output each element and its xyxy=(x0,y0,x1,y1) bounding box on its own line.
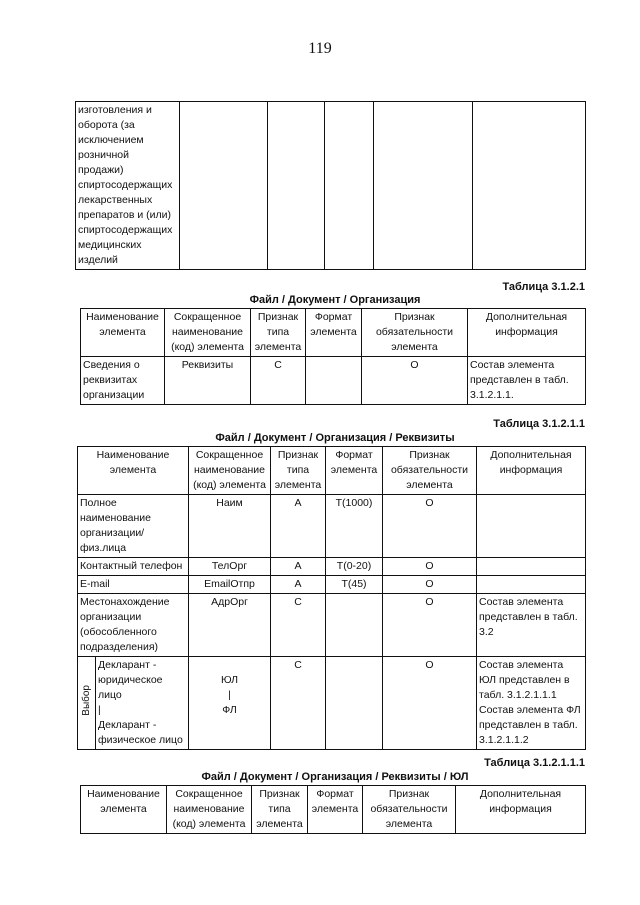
cell-format: T(0-20) xyxy=(326,558,383,576)
header-name: Наименование элемента xyxy=(81,309,165,357)
cell-code: Реквизиты xyxy=(165,357,251,405)
table-row xyxy=(78,495,586,558)
cell-code: АдрОрг xyxy=(189,594,271,657)
table-label: Таблица 3.1.2.1 xyxy=(502,281,585,293)
cell-info: Состав элемента представлен в табл. 3.1.2.1.1. xyxy=(468,357,586,405)
cell-type: А xyxy=(271,576,326,594)
table-label: Таблица 3.1.2.1.1.1 xyxy=(484,757,585,769)
cell-type: С xyxy=(271,594,326,657)
table-label: Таблица 3.1.2.1.1 xyxy=(493,418,585,430)
organization-table xyxy=(80,308,586,405)
cell-format xyxy=(306,357,362,405)
table-row xyxy=(78,558,586,576)
cell-required: О xyxy=(383,558,477,576)
table-header-row xyxy=(78,447,586,495)
header-info: Дополнительная информация xyxy=(468,309,586,357)
header-name: Наименование элемента xyxy=(78,447,189,495)
table-header-row xyxy=(81,309,586,357)
choice-name-top: Декларант - юридическое лицо xyxy=(98,659,163,701)
choice-separator: | xyxy=(98,704,101,716)
table-row xyxy=(76,102,586,270)
header-info: Дополнительная информация xyxy=(477,447,586,495)
cell-format xyxy=(326,594,383,657)
cell-name: Полное наименование организации/ физ.лица xyxy=(78,495,189,558)
header-code: Сокращенное наименование (код) элемента xyxy=(189,447,271,495)
table-title: Файл / Документ / Организация / Реквизиты / ЮЛ xyxy=(201,771,469,783)
cell-info: Состав элемента ЮЛ представлен в табл. 3.1.2.1.1.1 Состав элемента ФЛ представлен в табл. 3.1.2.1.1.2 xyxy=(477,657,586,750)
cell-name: Сведения о реквизитах организации xyxy=(81,357,165,405)
header-format: Формат элемента xyxy=(306,309,362,357)
choice-label: Выбор xyxy=(81,685,92,716)
header-required: Признак обязательности элемента xyxy=(363,786,456,834)
header-format: Формат элемента xyxy=(308,786,363,834)
cell-name: Контактный телефон xyxy=(78,558,189,576)
cell-required: О xyxy=(362,357,468,405)
header-name: Наименование элемента xyxy=(81,786,167,834)
cell-type: А xyxy=(271,558,326,576)
choice-code-bottom: ФЛ xyxy=(222,704,237,716)
legal-entity-table xyxy=(80,785,586,834)
table-title: Файл / Документ / Организация xyxy=(249,294,421,306)
cell-required: О xyxy=(383,576,477,594)
header-required: Признак обязательности элемента xyxy=(362,309,468,357)
choice-code-top: ЮЛ xyxy=(220,674,239,686)
cell-required: О xyxy=(383,657,477,750)
cell-code: EmailОтпр xyxy=(189,576,271,594)
header-code: Сокращенное наименование (код) элемента xyxy=(167,786,252,834)
table-row xyxy=(78,576,586,594)
cell-format: T(45) xyxy=(326,576,383,594)
cell-code xyxy=(189,657,271,750)
header-code: Сокращенное наименование (код) элемента xyxy=(165,309,251,357)
table-row xyxy=(81,357,586,405)
header-type: Признак типа элемента xyxy=(252,786,308,834)
page-number: 119 xyxy=(308,40,332,57)
choice-code-separator: | xyxy=(228,689,231,701)
cell-info xyxy=(477,495,586,558)
choice-name-bottom: Декларант - физическое лицо xyxy=(98,719,183,746)
header-required: Признак обязательности элемента xyxy=(383,447,477,495)
cell-code: ТелОрг xyxy=(189,558,271,576)
cell-type: С xyxy=(251,357,306,405)
requisites-table xyxy=(77,446,586,750)
table-row-choice xyxy=(78,657,586,750)
cell-required: О xyxy=(383,594,477,657)
cell-info xyxy=(477,576,586,594)
cell-required: О xyxy=(383,495,477,558)
header-info: Дополнительная информация xyxy=(456,786,586,834)
cell-type: А xyxy=(271,495,326,558)
cell-info: Состав элемента представлен в табл. 3.2 xyxy=(477,594,586,657)
continuation-name-cell: изготовления и оборота (за исключением розничной продажи) спиртосодержащих лекарственных препаратов и (или) спиртосодержащих медицинских изделий xyxy=(76,102,180,270)
table-title: Файл / Документ / Организация / Реквизиты xyxy=(215,432,455,444)
cell-info xyxy=(477,558,586,576)
cell-type: С xyxy=(271,657,326,750)
header-format: Формат элемента xyxy=(326,447,383,495)
header-type: Признак типа элемента xyxy=(271,447,326,495)
cell-code: Наим xyxy=(189,495,271,558)
continuation-table xyxy=(75,101,586,270)
cell-format xyxy=(326,657,383,750)
cell-name: E-mail xyxy=(78,576,189,594)
cell-name: Местонахождение организации (обособленного подразделения) xyxy=(78,594,189,657)
table-header-row xyxy=(81,786,586,834)
header-type: Признак типа элемента xyxy=(251,309,306,357)
cell-format: T(1000) xyxy=(326,495,383,558)
table-row xyxy=(78,594,586,657)
choice-label-cell xyxy=(78,657,96,750)
cell-name xyxy=(96,657,189,750)
